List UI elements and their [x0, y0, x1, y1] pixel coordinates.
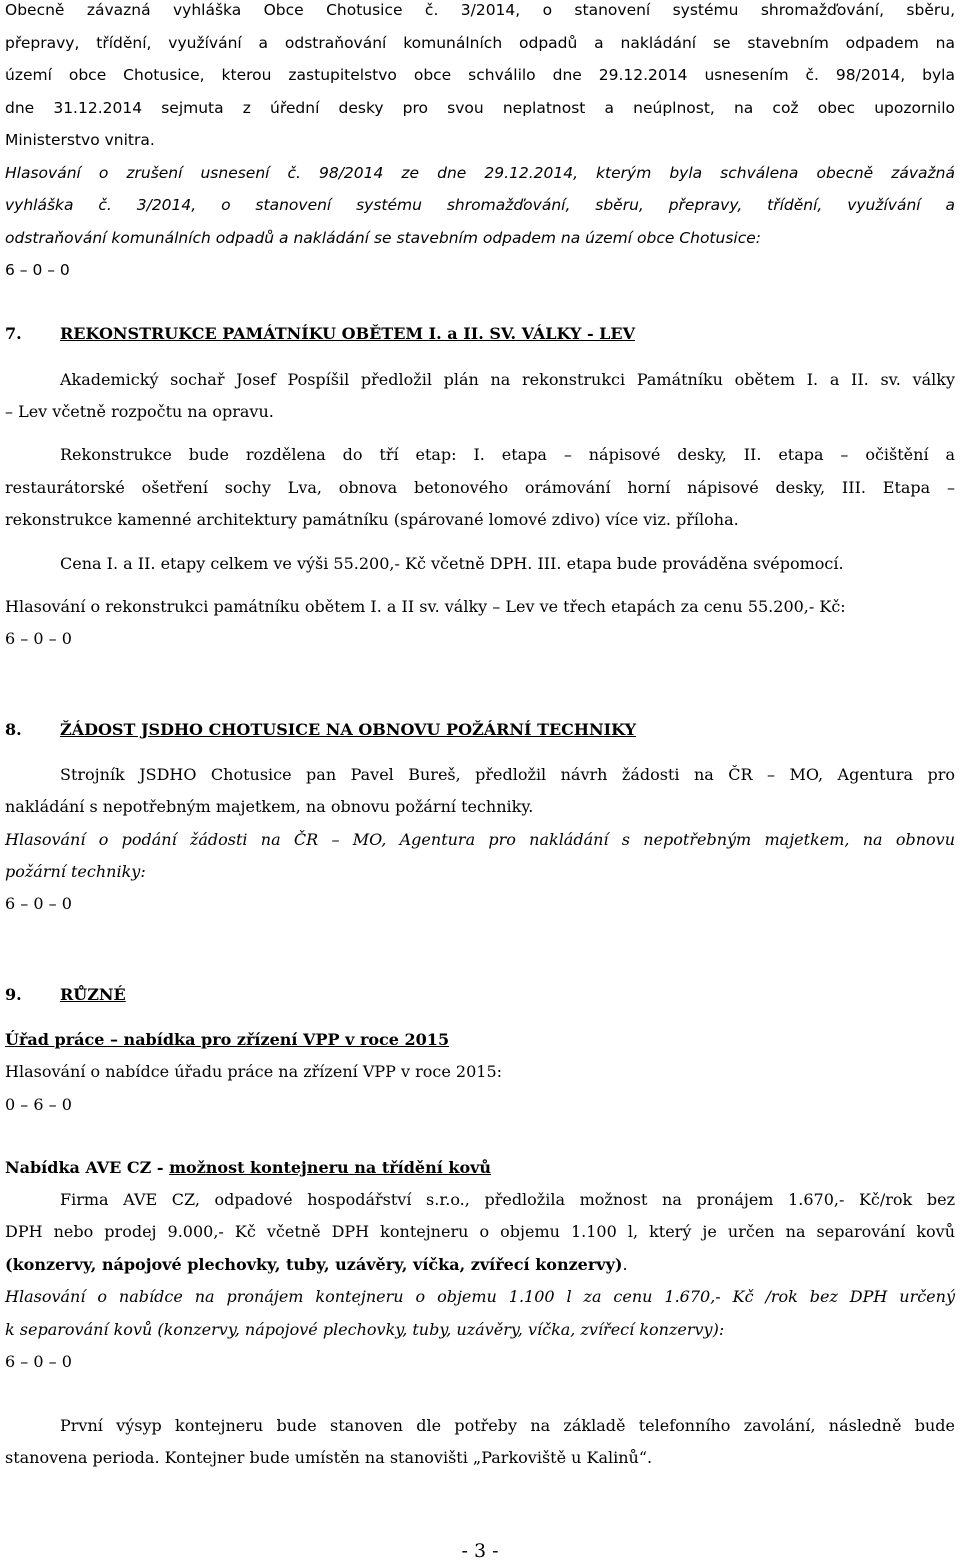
- section-9-sub1-title: Úřad práce – nabídka pro zřízení VPP v roce 2015: [5, 1030, 450, 1049]
- intro-line-2: přepravy, třídění, využívání a odstraňování komunálních odpadů a nakládání se stavebním odpadem na: [5, 34, 955, 52]
- section-8-p1-line-2: nakládání s nepotřebným majetkem, na obnovu požární techniky.: [5, 797, 534, 816]
- section-7-p2-line-1: Rekonstrukce bude rozdělena do tří etap: I. etapa – nápisové desky, II. etapa – očištění a: [60, 445, 955, 464]
- page-number: - 3 -: [461, 1540, 499, 1562]
- section-9-number: 9.: [5, 985, 22, 1004]
- section-7-p1-line-2: – Lev včetně rozpočtu na opravu.: [5, 402, 274, 421]
- section-8-number: 8.: [5, 720, 22, 739]
- section-9-sub2-result: 6 – 0 – 0: [5, 1352, 72, 1371]
- section-9-sub2-p2-line-2: stanovena perioda. Kontejner bude umístěn na stanovišti „Parkoviště u Kalinů“.: [5, 1448, 653, 1467]
- section-9-sub1-vote: Hlasování o nabídce úřadu práce na zřízení VPP v roce 2015:: [5, 1062, 503, 1081]
- intro-line-1: Obecně závazná vyhláška Obce Chotusice č. 3/2014, o stanovení systému shromažďování, sběru,: [5, 1, 955, 19]
- section-9-sub2-vote-line-1: Hlasování o nabídce na pronájem kontejneru o objemu 1.100 l za cenu 1.670,- Kč /rok bez DPH určený: [5, 1287, 955, 1306]
- section-7-p2-line-3: rekonstrukce kamenné architektury památníku (spárované lomové zdivo) více viz. příloha.: [5, 510, 739, 529]
- section-8-title: ŽÁDOST JSDHO CHOTUSICE NA OBNOVU POŽÁRNÍ TECHNIKY: [60, 720, 637, 739]
- intro-vote-line-1: Hlasování o zrušení usnesení č. 98/2014 ze dne 29.12.2014, kterým byla schválena obecně závažná: [5, 164, 955, 182]
- intro-vote-line-2: vyhláška č. 3/2014, o stanovení systému shromažďování, sběru, přepravy, třídění, využívání a: [5, 196, 955, 214]
- section-9-sub2-vote-line-2: k separování kovů (konzervy, nápojové plechovky, tuby, uzávěry, víčka, zvířecí konzervy):: [5, 1320, 725, 1339]
- intro-vote-line-3: odstraňování komunálních odpadů a nakládání se stavebním odpadem na území obce Chotusice:: [5, 229, 761, 247]
- intro-vote-result: 6 – 0 – 0: [5, 261, 70, 279]
- section-9-heading: [5, 985, 955, 1005]
- section-7-vote: Hlasování o rekonstrukci památníku obětem I. a II sv. války – Lev ve třech etapách za cenu 55.200,- Kč:: [5, 597, 846, 616]
- section-9-sub1-result: 0 – 6 – 0: [5, 1095, 72, 1114]
- section-9-sub2-title-plain: Nabídka AVE CZ -: [5, 1158, 170, 1177]
- section-8-p1-line-1: Strojník JSDHO Chotusice pan Pavel Bureš, předložil návrh žádosti na ČR – MO, Agentura pro: [60, 765, 955, 784]
- section-7-p2-line-2: restaurátorské ošetření sochy Lva, obnova betonového orámování horní nápisové desky, III. Etapa –: [5, 478, 955, 497]
- intro-line-3: území obce Chotusice, kterou zastupitelstvo obce schválilo dne 29.12.2014 usnesením č. 98/2014, byla: [5, 66, 955, 84]
- section-8-vote-line-1: Hlasování o podání žádosti na ČR – MO, Agentura pro nakládání s nepotřebným majetkem, na obnovu: [5, 830, 955, 849]
- section-9-sub2-p2-line-1: První výsyp kontejneru bude stanoven dle potřeby na základě telefonního zavolání, následně bude: [60, 1416, 955, 1435]
- section-7-p1-line-1: Akademický sochař Josef Pospíšil předložil plán na rekonstrukci Památníku obětem I. a II. sv. války: [60, 370, 955, 389]
- section-7-p3: Cena I. a II. etapy celkem ve výši 55.200,- Kč včetně DPH. III. etapa bude prováděna svépomocí.: [60, 554, 844, 573]
- section-7-title: REKONSTRUKCE PAMÁTNÍKU OBĚTEM I. a II. SV. VÁLKY - LEV: [60, 324, 636, 343]
- section-7-heading: [5, 324, 955, 344]
- section-9-sub2-p1-line-1: Firma AVE CZ, odpadové hospodářství s.r.o., předložila možnost na pronájem 1.670,- Kč/rok bez: [60, 1190, 955, 1209]
- intro-line-4: dne 31.12.2014 sejmuta z úřední desky pro svou neplatnost a neúplnost, na což obec upozornilo: [5, 99, 955, 117]
- section-9-sub2-title: [5, 1158, 955, 1178]
- section-9-sub2-bold-text: (konzervy, nápojové plechovky, tuby, uzávěry, víčka, zvířecí konzervy): [5, 1255, 623, 1274]
- section-7-number: 7.: [5, 324, 22, 343]
- section-9-sub2-p1-line-2: DPH nebo prodej 9.000,- Kč včetně DPH kontejneru o objemu 1.100 l, který je určen na separování kovů: [5, 1222, 955, 1241]
- section-8-vote-result: 6 – 0 – 0: [5, 894, 72, 913]
- section-9-title: RŮZNÉ: [60, 985, 126, 1004]
- section-9-sub2-title-underline: možnost kontejneru na třídění kovů: [169, 1158, 492, 1177]
- section-8-heading: [5, 720, 955, 740]
- section-7-vote-result: 6 – 0 – 0: [5, 629, 72, 648]
- section-9-sub2-p1-bold: (konzervy, nápojové plechovky, tuby, uzávěry, víčka, zvířecí konzervy).: [5, 1255, 628, 1274]
- section-8-vote-line-2: požární techniky:: [5, 862, 146, 881]
- intro-line-5: Ministerstvo vnitra.: [5, 131, 155, 149]
